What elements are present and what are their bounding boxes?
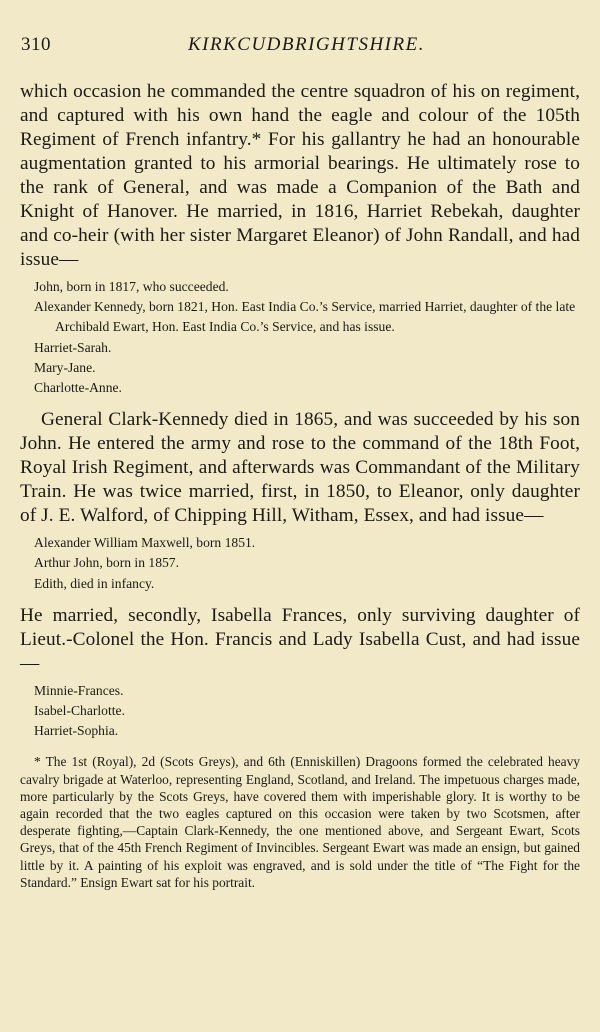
list-item: Arthur John, born in 1857. <box>34 555 179 571</box>
list-item: Mary-Jane. <box>34 359 96 375</box>
issue-list <box>20 277 580 398</box>
list-item: Alexander Kennedy, born 1821, Hon. East India Co.’s Service, married Harriet, daughter of the late Archibald Ewart, Hon. East India Co.’s Service, and has issue. <box>34 299 576 335</box>
list-item: Alexander William Maxwell, born 1851. <box>34 535 256 551</box>
list-item: Isabel-Charlotte. <box>34 703 125 719</box>
running-head: KIRKCUDBRIGHTSHIRE. <box>188 34 425 55</box>
body-paragraph: He married, secondly, Isabella Frances, only surviving daughter of Lieut.-Colonel the Hon. Francis and Lady Isabella Cust, and had issue— <box>20 604 580 674</box>
body-paragraph: which occasion he commanded the centre squadron of his on regiment, and captured with his own hand the eagle and colour of the 105th Regiment of French infantry.* For his gallantry he had an honourable augmentation granted to his armorial bearings. He ultimately rose to the rank of General, and was made a Companion of the Bath and Knight of Hanover. He married, in 1816, Harriet Rebekah, daughter and co-heir (with her sister Margaret Eleanor) of John Randall, and had issue— <box>20 81 580 270</box>
list-item: John, born in 1817, who succeeded. <box>34 279 229 294</box>
issue-list <box>20 681 580 742</box>
list-item: Minnie-Frances. <box>34 682 124 698</box>
issue-list <box>20 533 580 594</box>
page-header <box>20 34 580 60</box>
list-item: Harriet-Sarah. <box>34 339 112 355</box>
list-item: Edith, died in infancy. <box>34 575 155 591</box>
list-item: Harriet-Sophia. <box>34 723 119 739</box>
page-number: 310 <box>21 34 51 55</box>
footnote: * The 1st (Royal), 2d (Scots Greys), and 6th (Enniskillen) Dragoons formed the celebrated heavy cavalry brigade at Waterloo, representing England, Scotland, and Ireland. The impetuous charges made, more particularly by the Scots Greys, have covered them with imperishable glory. It is worthy to be again recorded that the two eagles captured on this occasion were taken by two Scotsmen, after desperate fighting,—Captain Clark-Kennedy, the one mentioned above, and Sergeant Ewart, Scots Greys, that of the 45th French Regiment of Invincibles. Sergeant Ewart was made an ensign, but gained little by it. A painting of his exploit was engraved, and is sold under the title of “The Fight for the Standard.” Ensign Ewart sat for his portrait. <box>20 754 580 890</box>
body-paragraph: General Clark-Kennedy died in 1865, and was succeeded by his son John. He entered the army and rose to the command of the 18th Foot, Royal Irish Regiment, and afterwards was Commandant of the Military Train. He was twice married, first, in 1850, to Eleanor, only daughter of J. E. Walford, of Chipping Hill, Witham, Essex, and had issue— <box>20 409 580 527</box>
list-item: Charlotte-Anne. <box>34 380 122 396</box>
